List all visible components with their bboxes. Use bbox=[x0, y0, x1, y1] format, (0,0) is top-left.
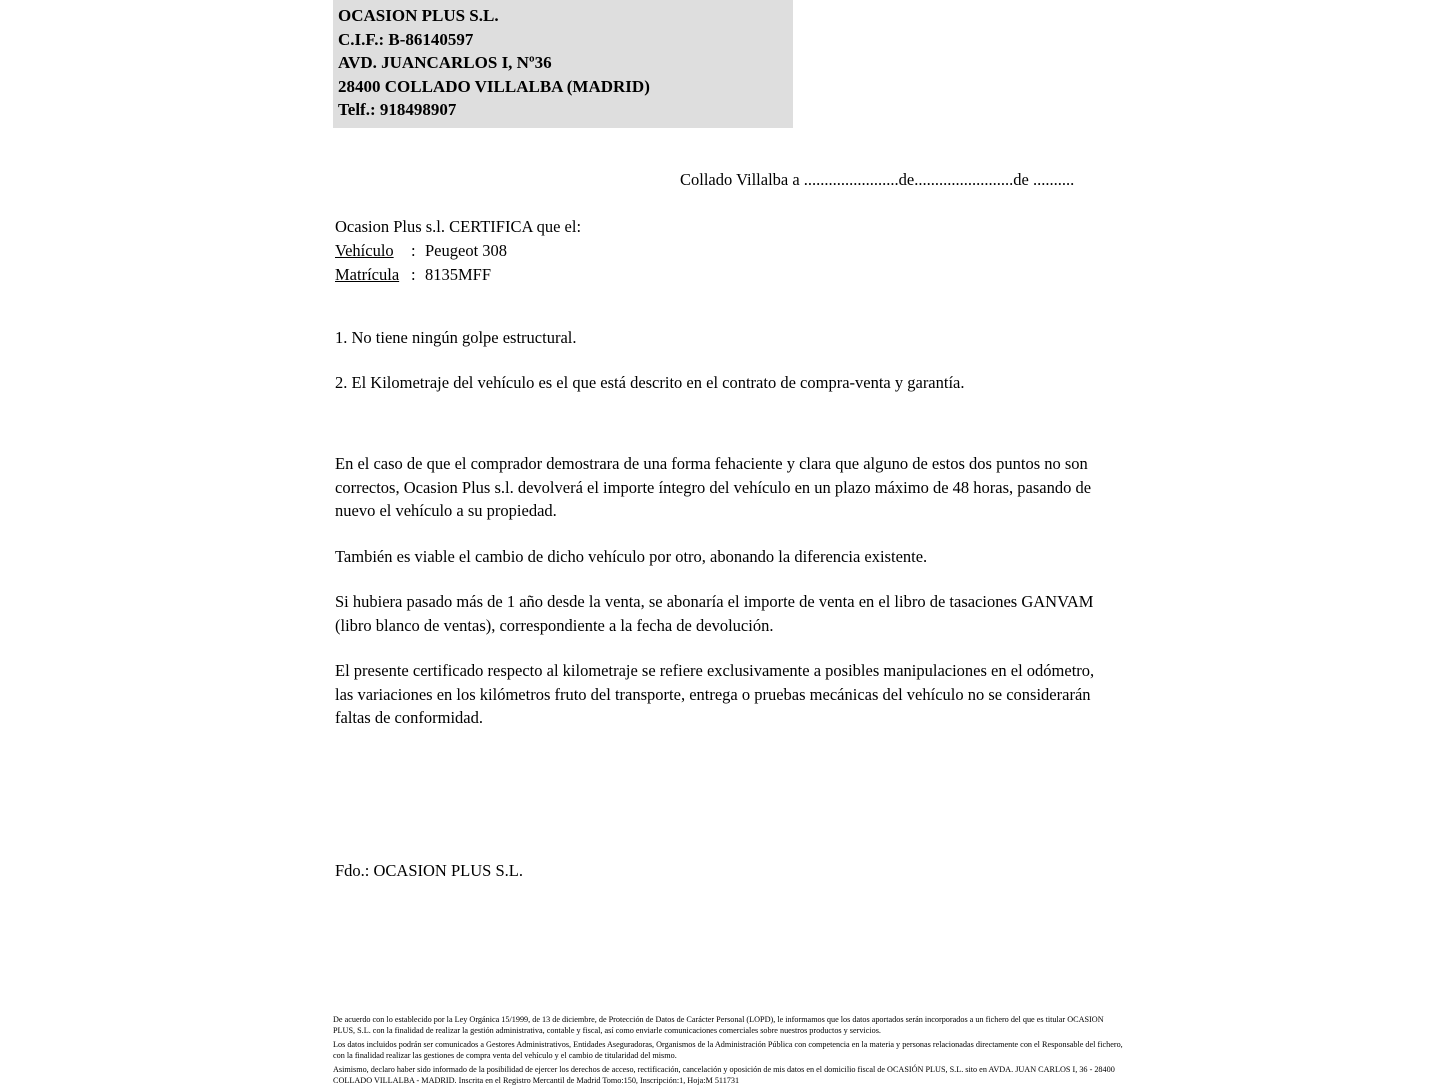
paragraph-refund: En el caso de que el comprador demostrara de una forma fehaciente y clara que alguno de estos dos puntos no son correctos, Ocasion Plus s.l. devolverá el importe íntegro del vehículo en un plazo máximo de 48 horas, pasando de nuevo el vehículo a su propiedad. bbox=[335, 454, 1092, 520]
vehicle-value: Peugeot 308 bbox=[425, 241, 508, 260]
company-cif: C.I.F.: B-86140597 bbox=[338, 29, 474, 49]
spacer bbox=[335, 287, 1110, 305]
signature-line: Fdo.: OCASION PLUS S.L. bbox=[335, 861, 523, 880]
plate-value: 8135MFF bbox=[425, 265, 492, 284]
point-item-1: 1. No tiene ningún golpe estructural. bbox=[335, 328, 577, 347]
vehicle-label: Vehículo bbox=[335, 241, 394, 260]
company-phone: Telf.: 918498907 bbox=[338, 100, 457, 119]
legal-paragraph-3: Asimismo, declaro haber sido informado de la posibilidad de ejercer los derechos de acceso, rectificación, cancelación y oposición de mis datos en el domicilio fiscal de OCASIÓN PLUS, S.L. sito en AVDA. JUAN CARLOS I, 36 - 28400 COLLADO VILLALBA - MADRID. Inscrita en el Registro Mercantil de Madrid Tomo:150, Inscripción:1, Hoja:M 511731 bbox=[333, 1065, 1115, 1085]
company-address: AVD. JUANCARLOS I, Nº36 bbox=[338, 53, 552, 72]
paragraph-odometer: El presente certificado respecto al kilometraje se refiere exclusivamente a posibles manipulaciones en el odómetro, las variaciones en los kilómetros fruto del transporte, entrega o pruebas mecánicas del vehículo no se considerarán faltas de conformidad. bbox=[335, 661, 1095, 727]
paragraph-exchange: También es viable el cambio de dicho vehículo por otro, abonando la diferencia existente. bbox=[335, 546, 928, 566]
vehicle-separator: : bbox=[411, 241, 416, 260]
legal-paragraph-2: Los datos incluidos podrán ser comunicados a Gestores Administrativos, Entidades Aseguradoras, Organismos de la Administración Pública con competencia en la materia y personas relacionadas directamente con el Responsable del fichero, con la finalidad realizar las gestiones de compra venta del vehículo y el cambio de titularidad del mismo. bbox=[333, 1040, 1123, 1060]
certifica-intro: Ocasion Plus s.l. CERTIFICA que el: bbox=[335, 217, 582, 236]
vehicle-field-row bbox=[335, 239, 1110, 263]
legal-paragraph-1: De acuerdo con lo establecido por la Ley Orgánica 15/1999, de 13 de diciembre, de Protección de Datos de Carácter Personal (LOPD), le informamos que los datos aportados serán incorporados a un fichero del que es titular OCASION PLUS, S.L. con la finalidad de realizar la gestión administrativa, contable y fiscal, así como enviarle comunicaciones comerciales sobre nuestros productos y servicios. bbox=[333, 1015, 1104, 1035]
point-item-2: 2. El Kilometraje del vehículo es el que está descrito en el contrato de compra-venta y garantía. bbox=[335, 373, 965, 392]
company-header-block bbox=[333, 0, 793, 128]
date-line: Collado Villalba a .......................de........................de .......... bbox=[680, 170, 1075, 189]
document-body bbox=[335, 215, 1110, 730]
company-city: 28400 COLLADO VILLALBA (MADRID) bbox=[338, 76, 650, 96]
plate-label: Matrícula bbox=[335, 265, 400, 284]
plate-field-row bbox=[335, 263, 1110, 287]
company-name: OCASION PLUS S.L. bbox=[338, 6, 499, 25]
legal-footnote bbox=[333, 1015, 1123, 1087]
paragraph-ganvam: Si hubiera pasado más de 1 año desde la venta, se abonaría el importe de venta en el libro de tasaciones GANVAM (libro blanco de ventas), correspondiente a la fecha de devolución. bbox=[335, 592, 1094, 635]
plate-separator: : bbox=[411, 265, 416, 284]
